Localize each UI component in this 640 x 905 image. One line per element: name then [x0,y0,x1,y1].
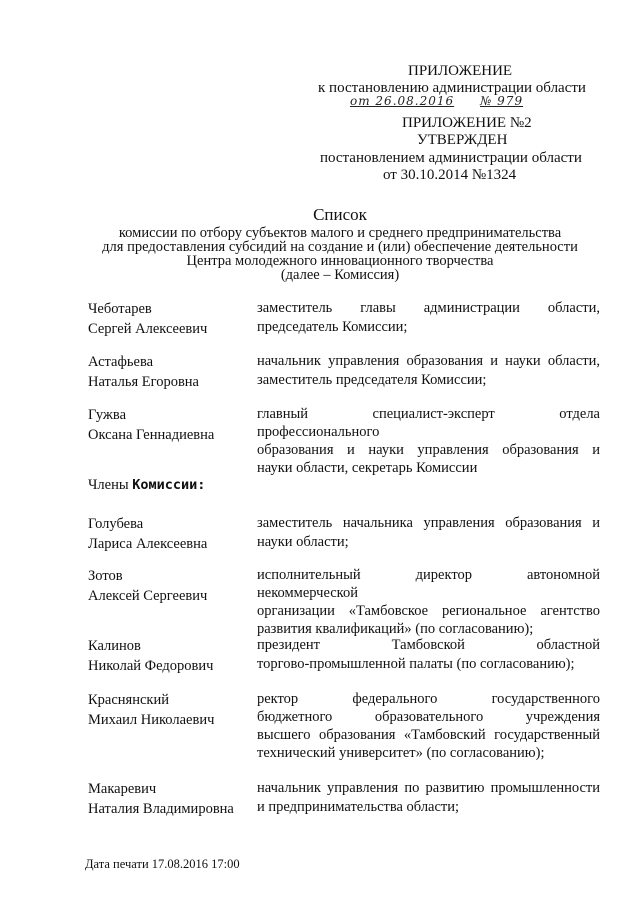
person-role: начальник управления образования и науки области, заместитель председателя Комиссии; [257,353,600,388]
member-name: Голубева Лариса Алексеевна [88,516,208,552]
person-name: Чеботарев Сергей Алексеевич [88,301,208,337]
title-line-1: комиссии по отбору субъектов малого и среднего предпринимательства [118,225,562,241]
resolution-date: от 30.10.2014 №1324 [383,167,517,183]
member-name: Калинов Николай Федорович [88,638,214,674]
handwritten-date: от 26.08.2016 [350,94,455,108]
title-line-2: для предоставления субсидий на создание и (или) обеспечение деятельности [102,239,578,255]
person-role: заместитель главы администрации области, председатель Комиссии; [257,300,600,335]
member-name: Макаревич Наталия Владимировна [88,781,234,817]
appendix-title: ПРИЛОЖЕНИЕ [408,63,513,79]
handwritten-number: № 979 [480,94,524,108]
member-role: ректор федерального государственного бюджетного образовательного учреждения высшего образования «Тамбовский государственный технический университет» (по согласованию); [257,691,600,761]
person-name: Астафьева Наталья Егоровна [88,354,199,390]
title-line-3: Центра молодежного инновационного творчества [186,253,494,269]
appendix-to: к постановлению администрации области [318,80,586,96]
member-role: заместитель начальника управления образования и науки области; [257,515,600,550]
person-role: главный специалист-эксперт отдела профессионального образования и науки управления образования и науки области, секретарь Комиссии [257,406,600,476]
member-role: начальник управления по развитию промышленности и предпринимательства области; [257,780,600,815]
member-name: Краснянский Михаил Николаевич [88,692,215,728]
resolution-text: постановлением администрации области [320,150,582,166]
member-role: президент Тамбовской областной торгово-промышленной палаты (по согласованию); [257,637,600,672]
title-line-4: (далее – Комиссия) [280,267,400,283]
appendix-2: ПРИЛОЖЕНИЕ №2 [402,115,532,131]
print-date: Дата печати 17.08.2016 17:00 [85,857,240,871]
member-role: исполнительный директор автономной некоммерческой организации «Тамбовское региональное агентство развития квалификаций» (по согласованию); [257,567,600,637]
approved-label: УТВЕРЖДЕН [417,132,508,148]
member-name: Зотов Алексей Сергеевич [88,568,208,604]
person-name: Гужва Оксана Геннадиевна [88,407,215,443]
members-label: Члены Комиссии: [88,477,206,493]
list-heading: Список [313,205,367,224]
